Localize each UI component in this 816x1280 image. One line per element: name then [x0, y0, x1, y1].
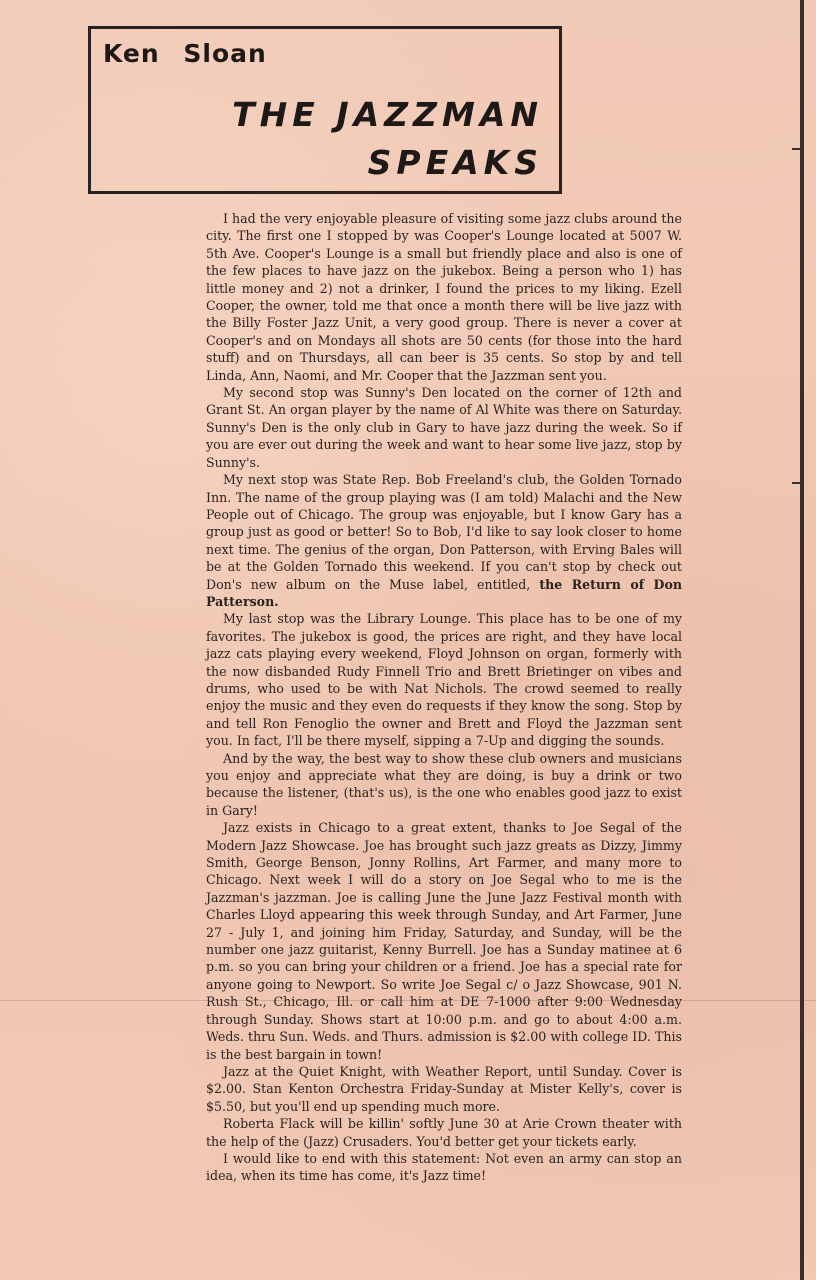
article-title-line-2: SPEAKS — [367, 143, 543, 182]
album-title: the Return of Don Patterson. — [206, 576, 683, 609]
column-rule-tick — [792, 482, 804, 484]
paragraph-closing: I would like to end with this statement: Not even an army can stop an idea, when its time has come, it's Jazz time! — [206, 1150, 682, 1184]
article-title-line-1: THE JAZZMAN — [232, 95, 543, 134]
paragraph-joe-segal: Jazz exists in Chicago to a great extent, thanks to Joe Segal of the Modern Jazz Showcase. Joe has brought such jazz greats as Dizzy, Jimmy Smith, George Benson, Jonny Rollins, Art Farmer, and many more to Chicago. Next week I will do a story on Joe Segal who to me is the Jazzman's jazzman. Joe is calling June the June Jazz Festival month with Charles Lloyd appearing this week through Sunday, and Art Farmer, June 27 - July 1, and joining him Friday, Saturday, and Sunday, will be the number one jazz guitarist, Kenny Burrell. Joe has a Sunday matinee at 6 p.m. so you can bring your children or a friend. Joe has a special rate for anyone going to Newport. So write Joe Segal c/ o Jazz Showcase, 901 N. Rush St., Chicago, Ill. or call him at DE 7-1000 after 9:00 Wednesday through Sunday. Shows start at 10:00 p.m. and go to about 4:00 a.m. Weds. thru Sun. Weds. and Thurs. admission is $2.00 with college ID. This is the best bargain in town! — [206, 820, 682, 1062]
article-body — [206, 210, 682, 1185]
paragraph-golden-tornado-text: My next stop was State Rep. Bob Freeland's club, the Golden Tornado Inn. The name of the group playing was (I am told) Malachi and the New People out of Chicago. The group was enjoyable, but I know Gary has a group just as good or better! So to Bob, I'd like to say look closer to home next time. The genius of the organ, Don Patterson, with Erving Bales will be at the Golden Tornado this weekend. If you can't stop by check out Don's new album on the Muse label, entitled, — [206, 472, 682, 592]
paragraph-roberta-flack: Roberta Flack will be killin' softly June 30 at Arie Crown theater with the help of the (Jazz) Crusaders. You'd better get your tickets early. — [206, 1116, 682, 1149]
headline-box — [88, 26, 562, 194]
byline: Ken Sloan — [103, 39, 267, 68]
column-rule — [800, 0, 804, 1280]
paragraph-sunnys-den: My second stop was Sunny's Den located on the corner of 12th and Grant St. An organ player by the name of Al White was there on Saturday. Sunny's Den is the only club in Gary to have jazz during the week. So if you are ever out during the week and want to hear some live jazz, stop by Sunny's. — [206, 385, 682, 470]
paragraph-club-owners: And by the way, the best way to show these club owners and musicians you enjoy and appreciate what they are doing, is buy a drink or two because the listener, (that's us), is the one who enables good jazz to exist in Gary! — [206, 750, 682, 818]
paragraph-cooper-lounge: I had the very enjoyable pleasure of visiting some jazz clubs around the city. The first one I stopped by was Cooper's Lounge located at 5007 W. 5th Ave. Cooper's Lounge is a small but friendly place and also is one of the few places to have jazz on the jukebox. Being a person who 1) has little money and 2) not a drinker, I found the prices to my liking. Ezell Cooper, the owner, told me that once a month there will be live jazz with the Billy Foster Jazz Unit, a very good group. There is never a cover at Cooper's and on Mondays all shots are 50 cents (for those into the hard stuff) and on Thursdays, all can beer is 35 cents. So stop by and tell Linda, Ann, Naomi, and Mr. Cooper that the Jazzman sent you. — [206, 211, 682, 383]
article-title — [103, 91, 543, 187]
paragraph-quiet-knight: Jazz at the Quiet Knight, with Weather Report, until Sunday. Cover is $2.00. Stan Kenton Orchestra Friday-Sunday at Mister Kelly's, cover is $5.50, but you'll end up spending much more. — [206, 1063, 682, 1114]
column-rule-tick — [792, 148, 804, 150]
paragraph-library-lounge: My last stop was the Library Lounge. This place has to be one of my favorites. The jukebox is good, the prices are right, and they have local jazz cats playing every weekend, Floyd Johnson on organ, formerly with the now disbanded Rudy Finnell Trio and Brett Brietinger on vibes and drums, who used to be with Nat Nichols. The crowd seemed to really enjoy the music and they even do requests if they know the song. Stop by and tell Ron Fenoglio the owner and Brett and Floyd the Jazzman sent you. In fact, I'll be there myself, sipping a 7-Up and digging the sounds. — [206, 611, 682, 749]
paragraph-golden-tornado — [206, 471, 682, 610]
